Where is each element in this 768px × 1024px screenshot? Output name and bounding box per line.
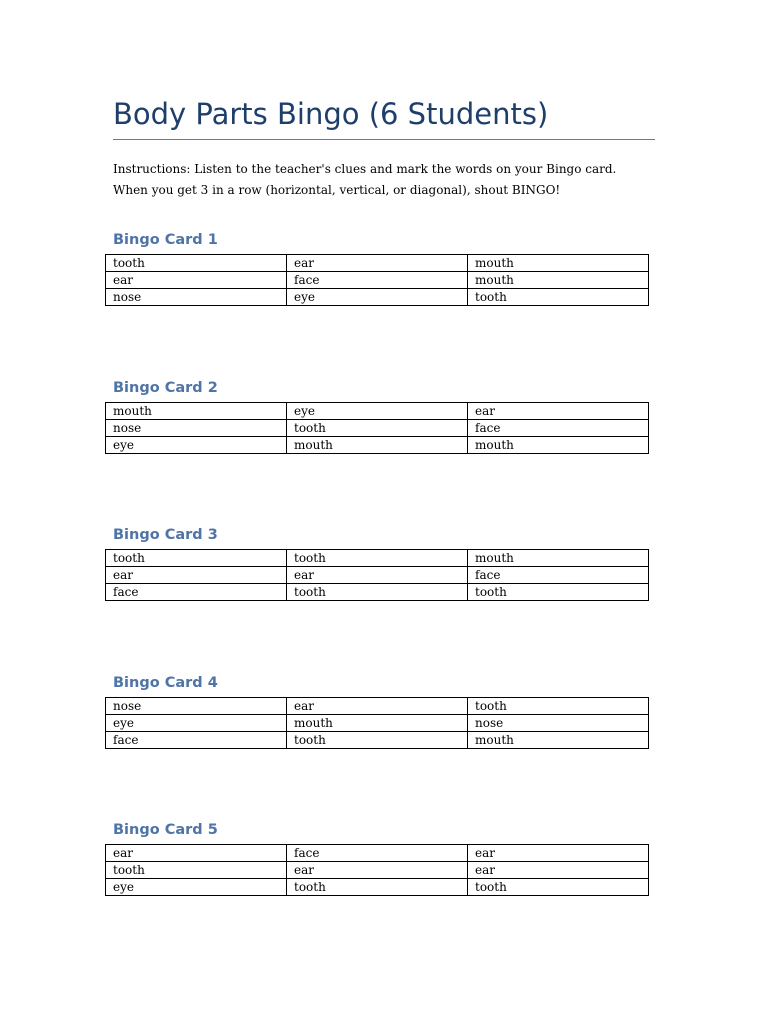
table-cell: ear <box>287 862 468 879</box>
table-row <box>106 862 649 879</box>
table-cell: tooth <box>287 879 468 896</box>
table-cell: tooth <box>106 255 287 272</box>
table-cell: ear <box>468 403 649 420</box>
table-cell: eye <box>287 403 468 420</box>
table-row <box>106 437 649 454</box>
table-row <box>106 420 649 437</box>
table-cell: ear <box>468 845 649 862</box>
table-cell: ear <box>106 845 287 862</box>
table-cell: nose <box>468 715 649 732</box>
table-cell: eye <box>287 289 468 306</box>
bingo-card-3-heading: Bingo Card 3 <box>113 527 218 543</box>
bingo-card-5-table <box>105 844 649 896</box>
table-row <box>106 255 649 272</box>
table-row <box>106 845 649 862</box>
table-cell: face <box>287 845 468 862</box>
table-cell: face <box>287 272 468 289</box>
bingo-card-1-table <box>105 254 649 306</box>
bingo-card-4-heading: Bingo Card 4 <box>113 675 218 691</box>
table-row <box>106 584 649 601</box>
table-cell: mouth <box>468 732 649 749</box>
table-cell: face <box>468 567 649 584</box>
title-divider <box>113 139 655 140</box>
table-cell: mouth <box>468 255 649 272</box>
table-cell: tooth <box>468 289 649 306</box>
bingo-card-3-table <box>105 549 649 601</box>
table-cell: tooth <box>287 584 468 601</box>
table-cell: ear <box>287 255 468 272</box>
table-cell: face <box>468 420 649 437</box>
table-cell: nose <box>106 420 287 437</box>
table-cell: tooth <box>287 732 468 749</box>
table-row <box>106 289 649 306</box>
table-cell: ear <box>468 862 649 879</box>
table-cell: mouth <box>287 715 468 732</box>
table-cell: nose <box>106 289 287 306</box>
table-row <box>106 567 649 584</box>
table-cell: ear <box>106 272 287 289</box>
table-row <box>106 403 649 420</box>
table-cell: mouth <box>468 272 649 289</box>
document-title: Body Parts Bingo (6 Students) <box>113 97 549 131</box>
table-row <box>106 698 649 715</box>
table-row <box>106 732 649 749</box>
table-cell: face <box>106 732 287 749</box>
table-cell: tooth <box>468 584 649 601</box>
table-row <box>106 550 649 567</box>
table-cell: tooth <box>287 550 468 567</box>
table-cell: eye <box>106 437 287 454</box>
table-cell: mouth <box>287 437 468 454</box>
table-cell: ear <box>287 567 468 584</box>
table-cell: tooth <box>106 550 287 567</box>
table-cell: mouth <box>106 403 287 420</box>
table-cell: ear <box>106 567 287 584</box>
table-cell: nose <box>106 698 287 715</box>
instructions-text: Instructions: Listen to the teacher's clues and mark the words on your Bingo card. When you get 3 in a row (horizontal, vertical, or diagonal), shout BINGO! <box>113 162 617 197</box>
table-cell: eye <box>106 715 287 732</box>
table-row <box>106 879 649 896</box>
table-cell: face <box>106 584 287 601</box>
table-cell: tooth <box>287 420 468 437</box>
bingo-card-1-heading: Bingo Card 1 <box>113 232 218 248</box>
table-row <box>106 715 649 732</box>
table-cell: ear <box>287 698 468 715</box>
bingo-card-5-heading: Bingo Card 5 <box>113 822 218 838</box>
table-cell: mouth <box>468 437 649 454</box>
table-cell: mouth <box>468 550 649 567</box>
table-cell: tooth <box>468 879 649 896</box>
bingo-card-4-table <box>105 697 649 749</box>
table-cell: tooth <box>468 698 649 715</box>
table-row <box>106 272 649 289</box>
bingo-card-2-table <box>105 402 649 454</box>
table-cell: eye <box>106 879 287 896</box>
bingo-card-2-heading: Bingo Card 2 <box>113 380 218 396</box>
table-cell: tooth <box>106 862 287 879</box>
